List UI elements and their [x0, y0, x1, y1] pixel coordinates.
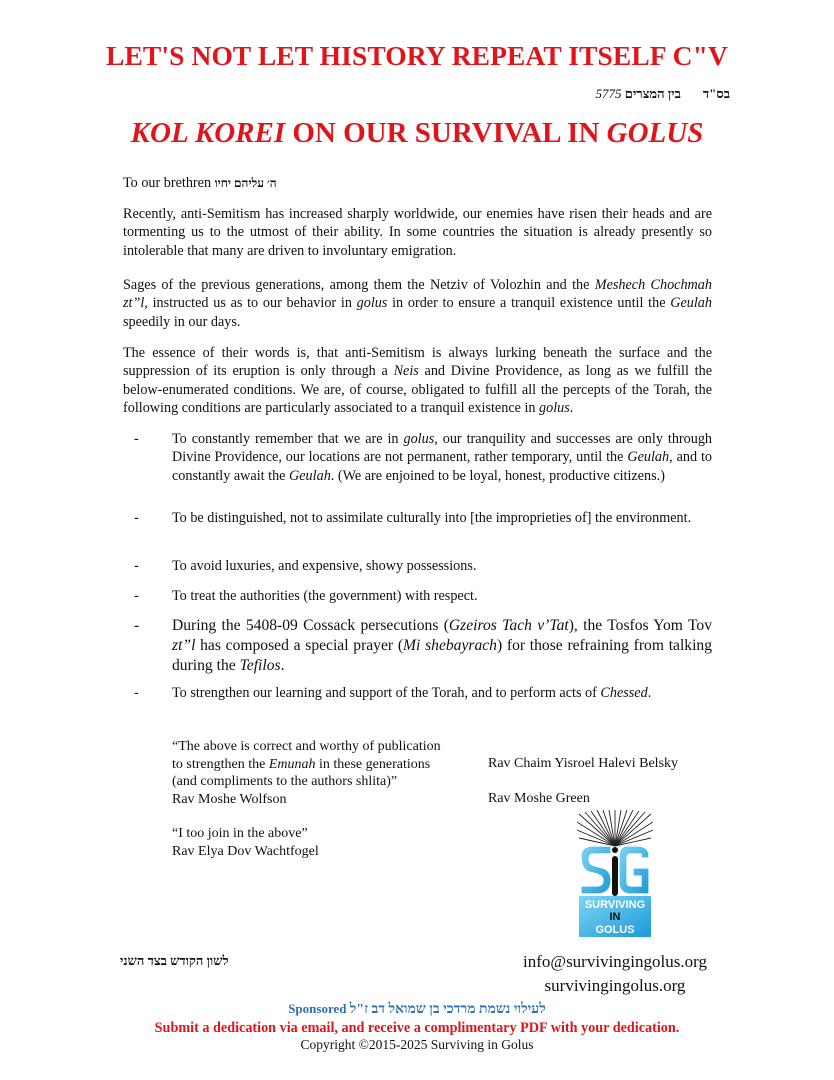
list-item-text: To treat the authorities (the government) with respect.: [172, 588, 478, 604]
hebrew-date-line: [595, 86, 730, 102]
bullet-dash: -: [134, 431, 139, 447]
logo-text-line1: SURVIVING: [584, 899, 646, 911]
bullet-dash: -: [134, 685, 139, 701]
copyright: Copyright ©2015-2025 Surviving in Golus: [300, 1037, 534, 1052]
bullet-dash: -: [134, 510, 139, 526]
subtitle-golus: GOLUS: [606, 117, 704, 149]
greeting: [123, 174, 712, 192]
logo-letter-s: [581, 846, 611, 894]
endorsement-wachtfogel: [172, 825, 319, 860]
sunburst-rays: [577, 810, 653, 846]
sponsor-line: [0, 1001, 834, 1018]
list-item-text: To strengthen our learning and support of the Torah, and to perform acts of Chessed.: [172, 685, 652, 701]
website-link[interactable]: survivingingolus.org: [544, 976, 686, 995]
quote-line: “I too join in the above”: [172, 826, 308, 841]
logo-figure: [612, 856, 618, 896]
greeting-hebrew: ה׳ עליהם יחיו: [214, 176, 277, 190]
list-item-text: To avoid luxuries, and expensive, showy possessions.: [172, 558, 477, 574]
page-subtitle: [0, 117, 834, 150]
paragraph-2: Sages of the previous generations, among them the Netziv of Volozhin and the Meshech Chochmah zt”l, instructed us as to our behavior in golus in order to ensure a tranquil existence until the Geulah speedily in our days.: [123, 277, 712, 330]
subtitle-middle: ON OUR SURVIVAL IN: [285, 117, 607, 149]
greeting-text: To our brethren: [123, 175, 215, 191]
dedication-notice: Submit a dedication via email, and receive a complimentary PDF with your dedication.: [154, 1020, 680, 1036]
quote-line: “The above is correct and worthy of publication: [172, 739, 441, 754]
sponsored-label: Sponsored: [288, 1001, 347, 1016]
signer-green: Rav Moshe Green: [488, 791, 590, 806]
heb-period: בין המצרים: [624, 86, 681, 101]
logo-letter-g: [619, 846, 649, 894]
logo-text-line2: IN: [609, 911, 621, 923]
email-link[interactable]: info@survivingingolus.org: [523, 952, 707, 971]
page-headline: LET'S NOT LET HISTORY REPEAT ITSELF C"V: [106, 40, 728, 71]
list-item-text: During the 5408-09 Cossack persecutions (Gzeiros Tach v’Tat), the Tosfos Yom Tov zt”l has composed a special prayer (Mi shebayrach) for those refraining from talking during the Tefilos.: [172, 617, 712, 674]
logo-graphic: [577, 810, 653, 937]
surviving-in-golus-logo: [577, 810, 653, 937]
subtitle-kol-korei: KOL KOREI: [130, 117, 286, 149]
list-item-text: To constantly remember that we are in golus, our tranquility and successes are only through Divine Providence, our locations are not permanent, rather temporary, until the Geulah, and to constantly await the Geulah. (We are enjoined to be loyal, honest, productive citizens.): [172, 431, 713, 484]
quote-line: (and compliments to the authors shlita)”: [172, 774, 398, 790]
bullet-dash: -: [134, 588, 139, 604]
hebrew-side-note: לשון הקודש בצד השני: [120, 953, 229, 968]
year: 5775: [595, 86, 622, 101]
list-item-text: To be distinguished, not to assimilate culturally into [the improprieties of] the environment.: [172, 510, 692, 526]
endorsement-wolfson: [172, 738, 441, 809]
logo-dot: [612, 847, 618, 853]
heb-bsd: בס"ד: [702, 86, 730, 101]
bullet-dash: -: [134, 558, 139, 574]
quote-line: to strengthen the Emunah in these generations: [172, 756, 431, 772]
signer-name: Rav Moshe Wolfson: [172, 792, 287, 808]
bullet-dash: -: [134, 617, 140, 634]
paragraph-3: The essence of their words is, that anti-Semitism is always lurking beneath the surface and the suppression of its eruption is only through a Neis and Divine Providence, as long as we fulfill the below-enumerated conditions. We are, of course, obligated to fulfill all the percepts of the Torah, the following conditions are particularly associated to a tranquil existence in golus.: [123, 345, 712, 417]
signer-name: Rav Elya Dov Wachtfogel: [172, 843, 319, 859]
sponsored-hebrew: לעילוי נשמת מרדכי בן שמואל דב ז"ל: [349, 1002, 546, 1017]
paragraph-1: Recently, anti-Semitism has increased sharply worldwide, our enemies have risen their heads and are tormenting us to the utmost of their ability. In some countries the situation is already presently so intolerable that many are driven to involuntary emigration.: [123, 206, 712, 259]
logo-text-line3: GOLUS: [595, 924, 635, 936]
contact-block: [519, 950, 711, 998]
signer-belsky: Rav Chaim Yisroel Halevi Belsky: [488, 756, 679, 771]
